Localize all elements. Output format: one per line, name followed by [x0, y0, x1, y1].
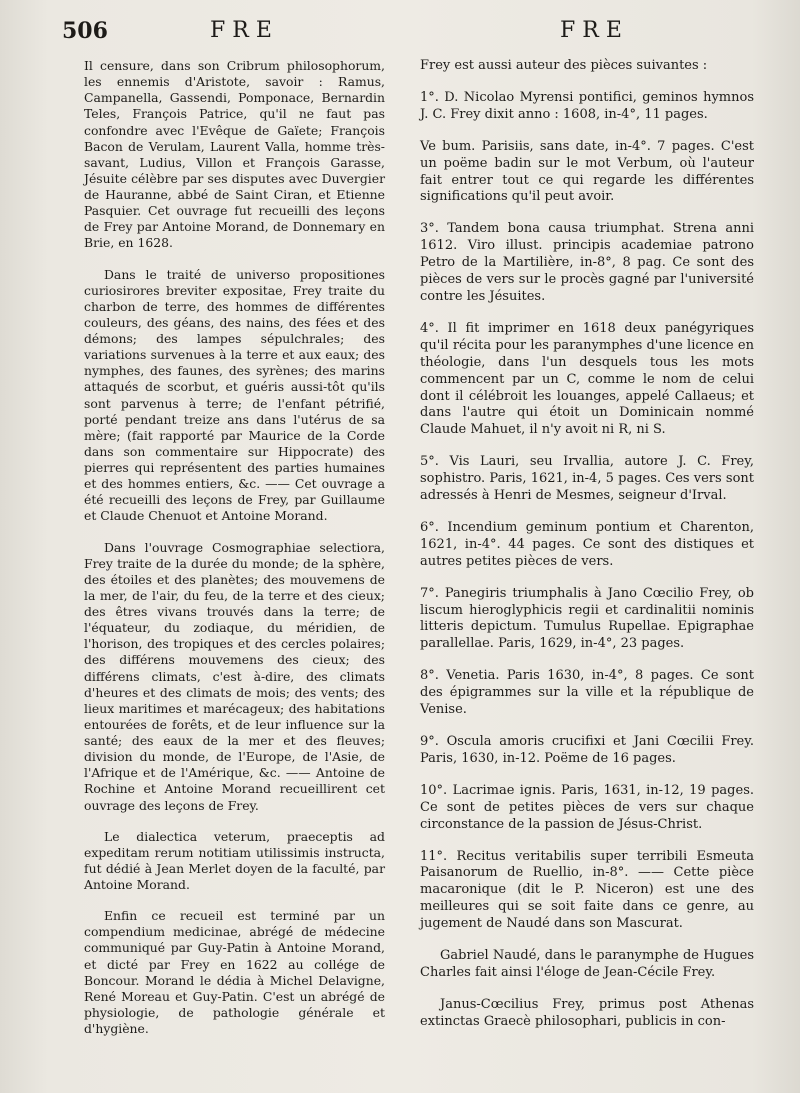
- work-item-10: 10°. Lacrimae ignis. Paris, 1631, in-12, 19 pages. Ce sont de petites pièces de vers sur chaque circonstance de la passion de Jésus-Christ.: [420, 782, 754, 832]
- paragraph-dialectica: Le dialectica veterum, praeceptis ad expeditam rerum notitiam utilissimis instructa, fut dédié à Jean Merlet doyen de la faculté, par Antoine Morand.: [84, 828, 385, 892]
- right-column: [420, 58, 754, 1046]
- work-item-5: 5°. Vis Lauri, seu Irvallia, autore J. C. Frey, sophistro. Paris, 1621, in-4, 5 pages. Ces vers sont adressés à Henri de Mesmes, seigneur d'Irval.: [420, 454, 754, 504]
- paragraph-quotation: Janus-Cœcilius Frey, primus post Athenas extinctas Graecè philosophari, publicis in con-: [420, 996, 754, 1029]
- paragraph-cribrum: Il censure, dans son Cribrum philosophorum, les ennemis d'Aristote, savoir : Ramus, Campanella, Gassendi, Pomponace, Bernardin Teles, François Patrice, qu'il ne faut pas confondre avec l'Evêque de Gaïete; François Bacon de Verulam, Laurent Valla, homme très-savant, Ludius, Villon et François Garasse, Jésuite célèbre par ses disputes avec Duvergier de Hauranne, abbé de Saint Ciran, et Etienne Pasquier. Cet ouvrage fut recueilli des leçons de Frey par Antoine Morand, de Donnemary en Brie, en 1628.: [84, 58, 385, 251]
- work-item-7: 7°. Panegiris triumphalis à Jano Cœcilio Frey, ob liscum hieroglyphicis regii et cardinalitii nominis litteris depictum. Tumulus Rupellae. Epigraphae parallellae. Paris, 1629, in-4°, 23 pages.: [420, 585, 754, 652]
- work-item-1: 1°. D. Nicolao Myrensi pontifici, geminos hymnos J. C. Frey dixit anno : 1608, in-4°, 11 pages.: [420, 89, 754, 122]
- work-item-3: 3°. Tandem bona causa triumphat. Strena anni 1612. Viro illust. principis academiae patrono Petro de la Martilière, in-8°, 8 pag. Ce sont des pièces de vers sur le procès gagné par l'université contre les Jésuites.: [420, 221, 754, 304]
- work-item-6: 6°. Incendium geminum pontium et Charenton, 1621, in-4°. 44 pages. Ce sont des distiques et autres petites pièces de vers.: [420, 519, 754, 569]
- work-item-11: 11°. Recitus veritabilis super terribili Esmeuta Paisanorum de Ruellio, in-8°. —— Cette pièce macaronique (dit le P. Niceron) est une des meilleures qui se soit faite dans ce genre, au jugement de Naudé dans son Mascurat.: [420, 848, 754, 932]
- work-item-4: 4°. Il fit imprimer en 1618 deux panégyriques qu'il récita pour les paranymphes d'une licence en théologie, dans l'un desquels tous les mots commencent par un C, comme le nom de celui dont il célébroit les louanges, appelé Callaeus; et dans l'autre qui étoit un Dominicain nommé Claude Mahuet, il n'y avoit ni R, ni S.: [420, 320, 754, 438]
- work-item-8: 8°. Venetia. Paris 1630, in-4°, 8 pages. Ce sont des épigrammes sur la ville et la république de Venise.: [420, 668, 754, 718]
- paragraph-compendium: Enfin ce recueil est terminé par un compendium medicinae, abrégé de médecine communiqué par Guy-Patin à Antoine Morand, et dicté par Frey en 1622 au collége de Boncour. Morand le dédia à Michel Delavigne, René Moreau et Guy-Patin. C'est un abrégé de physiologie, de pathologie générale et d'hygiène.: [84, 908, 385, 1036]
- paragraph-de-universo: Dans le traité de universo propositiones curiosirores breviter expositae, Frey traite du charbon de terre, des hommes de différentes couleurs, des géans, des nains, des fées et des démons; des lampes sépulchrales; des variations survenues à la terre et aux eaux; des nymphes, des faunes, des syrènes; des marins attaqués de scorbut, et guéris aussi-tôt qu'ils sont parvenus à terre; de l'enfant pétrifié, porté pendant treize ans dans l'utérus de sa mère; (fait rapporté par Maurice de la Corde dans son commentaire sur Hippocrate) des pierres qui représentent des parties humaines et des hommes entiers, &c. —— Cet ouvrage a été recueilli des leçons de Frey, par Guillaume et Claude Chenuot et Antoine Morand.: [84, 266, 385, 524]
- work-item-9: 9°. Oscula amoris crucifixi et Jani Cœcilii Frey. Paris, 1630, in-12. Poëme de 16 pages.: [420, 734, 754, 766]
- running-head-right: FRE: [560, 18, 629, 43]
- paragraph-cosmographiae: Dans l'ouvrage Cosmographiae selectiora, Frey traite de la durée du monde; de la sphère, des étoiles et des planètes; des mouvemens de la mer, de l'air, du feu, de la terre et des cieux; des êtres vivans trouvés dans la terre; de l'équateur, du zodiaque, du méridien, de l'horison, des tropiques et des cercles polaires; des différens mouvemens des cieux; des différens climats, c'est à-dire, des climats d'heures et des climats de mois; des vents; des lieux maritimes et marécageux; des habitations entourées de forêts, et de leur influence sur la santé; des eaux de la mer et des fleuves; division du monde, de l'Europe, de l'Asie, de l'Afrique et de l'Amérique, &c. —— Antoine de Rochine et Antoine Morand recueillirent cet ouvrage des leçons de Frey.: [84, 539, 385, 813]
- running-head-left: FRE: [210, 18, 279, 43]
- page-number: 506: [62, 18, 108, 44]
- running-header: [0, 18, 800, 50]
- works-intro: Frey est aussi auteur des pièces suivantes :: [420, 58, 708, 73]
- work-item-2: Ve bum. Parisiis, sans date, in-4°. 7 pages. C'est un poëme badin sur le mot Verbum, où l'auteur fait entrer tout ce qui regarde les différentes significations qu'il peut avoir.: [420, 138, 754, 205]
- left-column: [84, 58, 385, 1052]
- paragraph-naude: Gabriel Naudé, dans le paranymphe de Hugues Charles fait ainsi l'éloge de Jean-Cécile Frey.: [420, 948, 754, 980]
